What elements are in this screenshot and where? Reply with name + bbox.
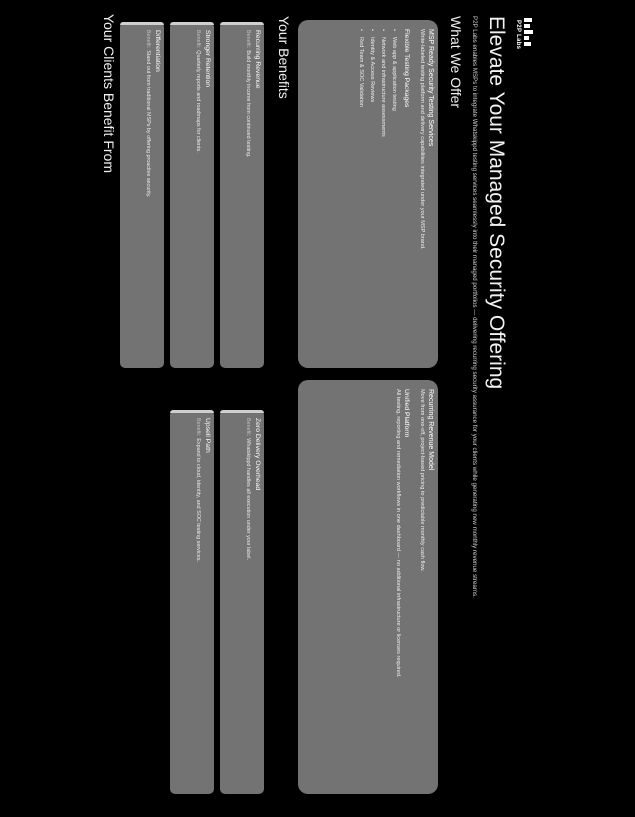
- benefit-text: [145, 30, 151, 360]
- accent-bar: [170, 410, 214, 413]
- brand-logo[interactable]: [508, 16, 534, 50]
- card-title: Recurring Revenue Model: [427, 389, 434, 471]
- feature-list: [355, 29, 399, 359]
- feature-item: • Red Team & SOC Validation: [355, 29, 366, 359]
- benefit-label: Benefit:: [145, 30, 151, 49]
- benefit-description: Whatskippd handles all execution under your label.: [245, 438, 251, 560]
- accent-bar: [220, 22, 264, 25]
- benefit-text: [195, 418, 201, 786]
- feature-item: • Identity & Access Reviews: [366, 29, 377, 359]
- benefit-label: Benefit:: [195, 30, 201, 49]
- benefit-text: [245, 30, 251, 360]
- benefit-description: Build monthly income from continued testing.: [245, 50, 251, 158]
- card-text: White-labeled testing platform and delivery capabilities integrated under your MSP brand.: [419, 29, 425, 250]
- benefit-label: Benefit:: [245, 418, 251, 437]
- card-subtitle: Flexible Testing Packages: [403, 29, 411, 108]
- accent-bar: [220, 410, 264, 413]
- benefit-description: Quarterly reports and roadmaps for clients.: [195, 50, 201, 153]
- accent-bar: [120, 22, 164, 25]
- benefit-card: [170, 410, 214, 794]
- benefit-card: [220, 410, 264, 794]
- benefit-text: [245, 418, 251, 786]
- benefits-heading: Your Benefits: [276, 16, 292, 99]
- benefit-title: Stronger Retention: [204, 30, 211, 88]
- benefit-title: Differentiation: [154, 30, 161, 72]
- page-title: Elevate Your Managed Security Offering: [485, 16, 508, 390]
- intro-text: P2P Labs enables MSPs to integrate Whatskippd testing services seamlessly into their managed portfolios — delivering recurring security assurance for your clients while generating new monthly revenue streams.: [471, 16, 478, 598]
- benefit-text: [195, 30, 201, 360]
- card-text: Move from one-off, project-based pricing to predictable monthly cash flow.: [419, 389, 425, 572]
- page: [88, 0, 550, 817]
- logo-wordmark: P2P Labs: [515, 20, 521, 50]
- benefit-title: Recurring Revenue: [254, 30, 261, 89]
- offer-card-services: [298, 20, 438, 368]
- offer-heading: What We Offer: [448, 16, 464, 109]
- screen: [88, 0, 550, 817]
- benefit-card: [120, 22, 164, 368]
- accent-bar: [170, 22, 214, 25]
- benefit-label: Benefit:: [245, 30, 251, 49]
- card-title: MSP Ready Security Testing Services: [427, 29, 434, 147]
- logo-mark-icon: [522, 16, 534, 50]
- feature-item: • Network and infrastructure assessments: [377, 29, 388, 359]
- benefit-card: [170, 22, 214, 368]
- benefit-description: Stand out from traditional MSPs by offering proactive security.: [145, 50, 151, 198]
- clients-heading: Your Clients Benefit From: [101, 14, 117, 173]
- benefit-title: Upsell Path: [204, 418, 211, 453]
- feature-item: • Web app & application testing: [388, 29, 399, 359]
- benefit-description: Expand to cloud, identity, and SOC testing services.: [195, 438, 201, 562]
- card-text: All testing, reporting and remediation workflows in one dashboard — no additional infrastructure or licenses required.: [395, 389, 402, 678]
- benefit-label: Benefit:: [195, 418, 201, 437]
- benefit-title: Zero Delivery Overhead: [254, 418, 261, 491]
- offer-card-revenue: [298, 380, 438, 794]
- benefit-card: [220, 22, 264, 368]
- card-subtitle: Unified Platform: [403, 389, 411, 438]
